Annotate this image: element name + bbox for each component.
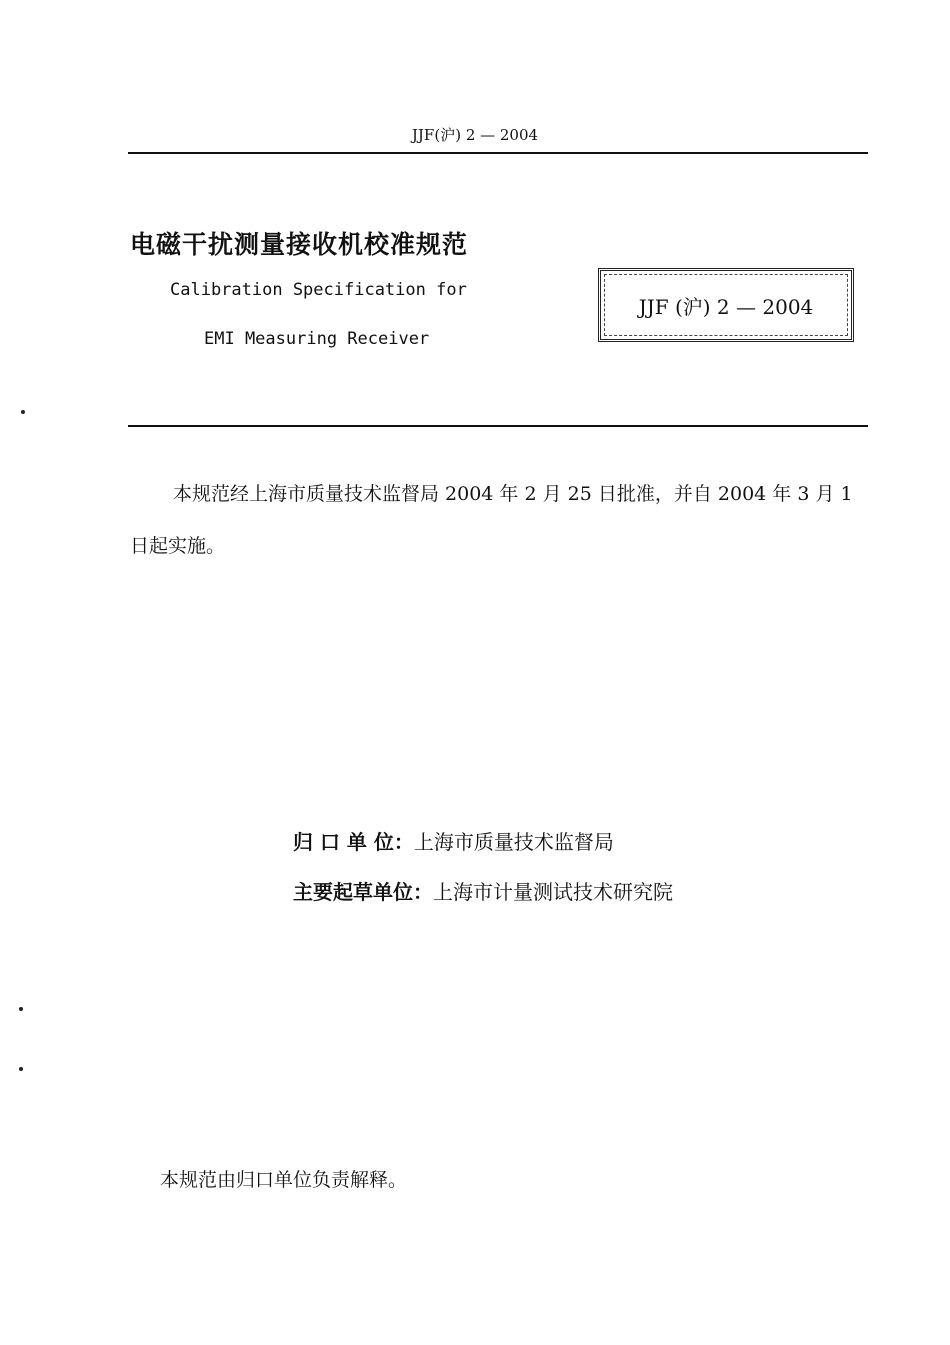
standard-code-box-label: JJF (沪) 2 — 2004: [638, 294, 814, 319]
document-title-chinese: 电磁干扰测量接收机校准规范: [130, 230, 469, 259]
drafting-unit-value: 上海市计量测试技术研究院: [433, 880, 673, 904]
header-standard-code: JJF(沪) 2 — 2004: [411, 126, 539, 144]
header-rule: [128, 152, 868, 154]
document-title-english-line2: EMI Measuring Receiver: [204, 329, 430, 349]
administering-unit-label: 归 口 单 位：: [293, 830, 414, 854]
drafting-unit-label: 主要起草单位：: [293, 880, 433, 904]
administering-unit-value: 上海市质量技术监督局: [413, 830, 614, 854]
standard-code-box: [598, 268, 854, 342]
administering-unit-row: [293, 826, 614, 855]
scan-speck: [19, 1007, 23, 1011]
title-rule: [128, 425, 868, 427]
interpretation-note: 本规范由归口单位负责解释。: [160, 1169, 408, 1191]
drafting-unit-row: [293, 876, 673, 905]
scan-speck: [21, 410, 25, 414]
document-title-english-line1: Calibration Specification for: [170, 280, 467, 300]
scan-speck: [19, 1067, 23, 1071]
approval-paragraph: 本规范经上海市质量技术监督局 2004 年 2 月 25 日批准，并自 2004 年 3 月 1 日起实施。: [130, 483, 853, 557]
